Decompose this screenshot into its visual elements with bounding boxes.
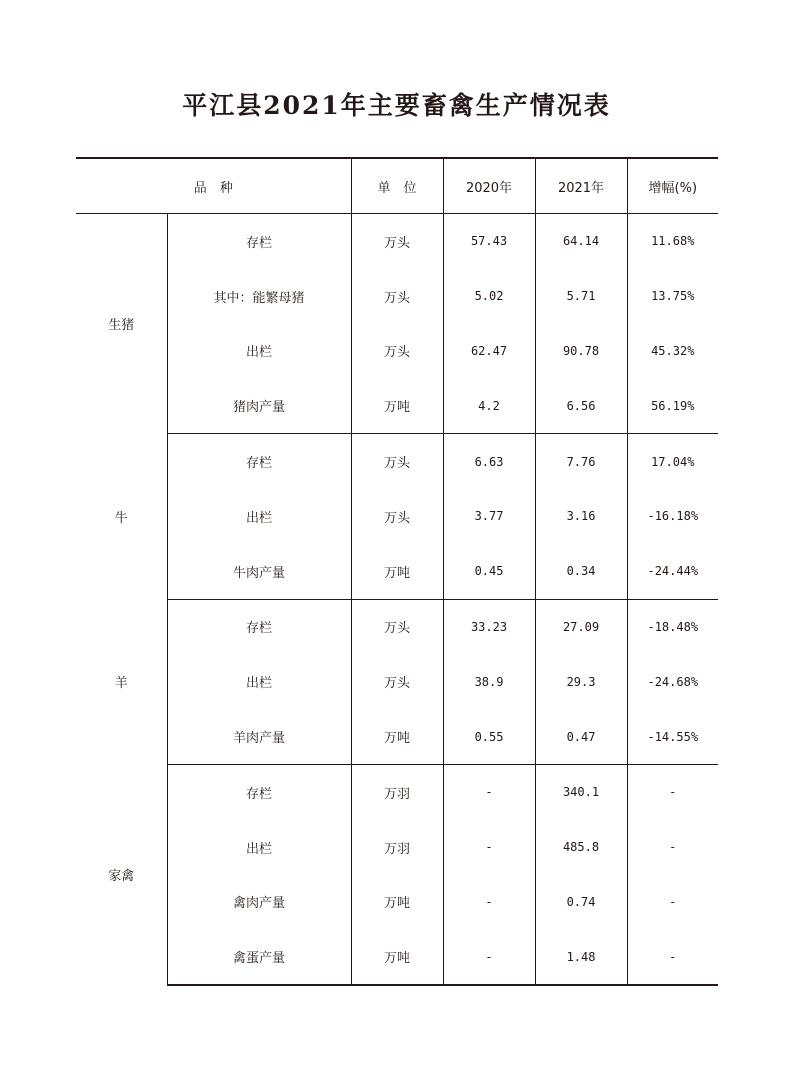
value-2021-cell: 5.71 [535,269,627,324]
growth-cell: 11.68% [651,234,695,249]
value-2020-cell: - [443,764,535,819]
value-2020-cell: 3.77 [443,489,535,544]
value-2021-cell: 90.78 [535,324,627,379]
header-variety: 品 种 [76,158,351,214]
table-row [76,269,718,324]
value-2020-cell: 33.23 [443,599,535,654]
growth-cell: -24.68% [647,674,699,689]
unit-cell: 万吨 [351,378,443,433]
table-row [76,324,718,379]
unit-cell: 万羽 [351,764,443,819]
item-cell: 羊肉产量 [167,709,351,764]
value-2021-cell: 27.09 [535,599,627,654]
item-cell: 出栏 [167,654,351,709]
unit-cell: 万吨 [351,544,443,599]
value-2021-cell: 3.16 [535,489,627,544]
item-cell: 存栏 [167,214,351,269]
unit-cell: 万头 [351,489,443,544]
value-2021-cell: 0.74 [535,875,627,930]
category-cell: 羊 [114,676,128,692]
header-growth: 增幅(%) [627,158,718,214]
category-cell: 生猪 [108,318,135,334]
growth-cell: 17.04% [651,454,695,469]
table-row [76,378,718,433]
table-row [76,875,718,930]
growth-cell: -24.44% [627,544,718,599]
value-2020-cell: 4.2 [443,378,535,433]
value-2020-cell: 38.9 [443,654,535,709]
livestock-table [76,157,718,986]
table-row [76,599,718,654]
value-2021-cell: 1.48 [535,929,627,985]
item-cell: 禽肉产量 [167,875,351,930]
table-header-row [76,158,718,214]
unit-cell: 万头 [351,654,443,709]
item-cell: 其中：能繁母猪 [167,269,351,324]
table-body [76,214,718,986]
value-2021-cell: 485.8 [535,820,627,875]
growth-cell: 45.32% [651,343,695,358]
item-cell: 出栏 [167,324,351,379]
growth-cell: - [669,785,677,800]
table-row [76,764,718,819]
item-cell: 出栏 [167,489,351,544]
header-2021: 2021年 [535,158,627,214]
value-2020-cell: - [443,875,535,930]
unit-cell: 万羽 [351,820,443,875]
value-2020-cell: - [443,929,535,985]
unit-cell: 万吨 [351,875,443,930]
table-row [76,709,718,764]
unit-cell: 万头 [351,324,443,379]
growth-cell: -18.48% [647,619,699,634]
item-cell: 出栏 [167,820,351,875]
value-2020-cell: 0.55 [443,709,535,764]
table-row [76,820,718,875]
value-2021-cell: 64.14 [535,214,627,269]
item-cell: 牛肉产量 [167,544,351,599]
table-row [76,654,718,709]
unit-cell: 万吨 [351,929,443,985]
category-cell: 牛 [114,510,128,526]
value-2020-cell: 5.02 [443,269,535,324]
value-2020-cell: 62.47 [443,324,535,379]
value-2021-cell: 7.76 [535,434,627,489]
item-cell: 猪肉产量 [167,378,351,433]
unit-cell: 万头 [351,269,443,324]
growth-cell: 13.75% [651,289,695,304]
unit-cell: 万头 [351,214,443,269]
table-row [76,434,718,489]
header-2020: 2020年 [443,158,535,214]
growth-cell: -16.18% [647,509,699,524]
growth-cell: -14.55% [627,709,718,764]
value-2020-cell: - [443,820,535,875]
growth-cell: - [627,929,718,985]
growth-cell: - [669,894,677,909]
item-cell: 禽蛋产量 [167,929,351,985]
category-cell: 家禽 [108,869,135,885]
page-title: 平江县2021年主要畜禽生产情况表 [182,91,611,120]
table-row [76,544,718,599]
value-2021-cell: 0.47 [535,709,627,764]
table-row [76,214,718,269]
value-2021-cell: 29.3 [535,654,627,709]
value-2021-cell: 0.34 [535,544,627,599]
value-2021-cell: 6.56 [535,378,627,433]
value-2021-cell: 340.1 [535,764,627,819]
table-row [76,489,718,544]
unit-cell: 万头 [351,434,443,489]
growth-cell: - [669,840,677,855]
value-2020-cell: 0.45 [443,544,535,599]
unit-cell: 万吨 [351,709,443,764]
value-2020-cell: 57.43 [443,214,535,269]
item-cell: 存栏 [167,599,351,654]
item-cell: 存栏 [167,434,351,489]
header-unit: 单 位 [351,158,443,214]
value-2020-cell: 6.63 [443,434,535,489]
item-cell: 存栏 [167,764,351,819]
unit-cell: 万头 [351,599,443,654]
table-row [76,929,718,985]
growth-cell: 56.19% [627,378,718,433]
